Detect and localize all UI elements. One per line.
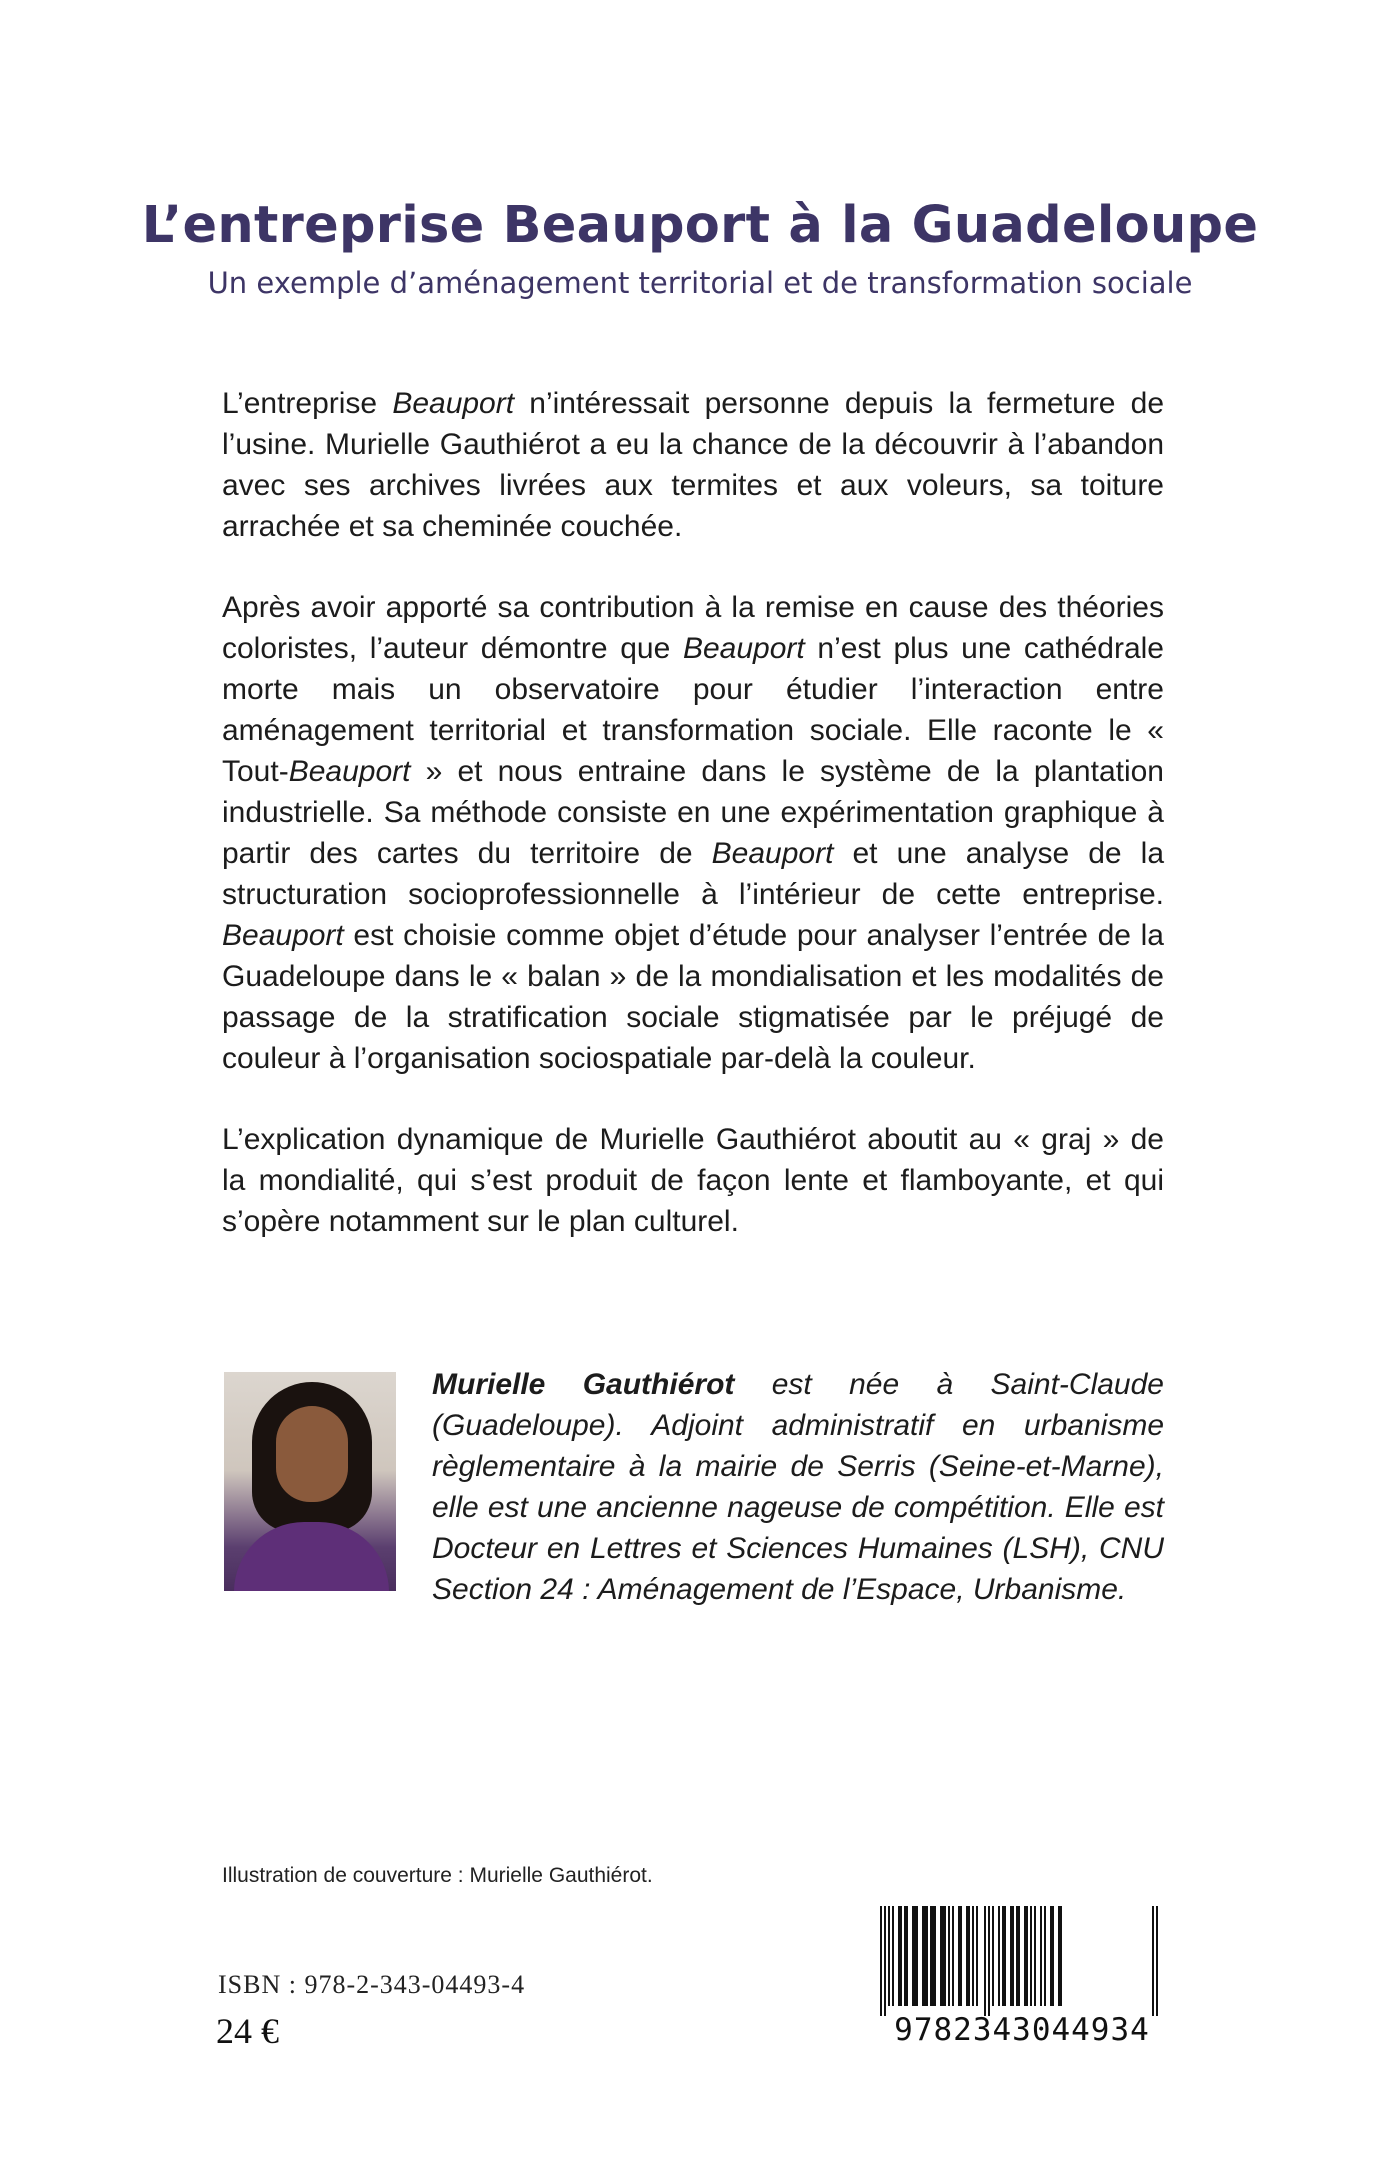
book-subtitle: Un exemple d’aménagement territorial et de transformation sociale — [207, 266, 1193, 300]
isbn: ISBN : 978-2-343-04493-4 — [218, 1970, 526, 1999]
summary-text — [222, 383, 1164, 1282]
barcode-bar — [888, 1906, 890, 2006]
italic-run: Beauport — [288, 755, 411, 788]
barcode-bar — [1152, 1906, 1154, 2016]
barcode-bar — [912, 1906, 918, 2006]
text-run: et une analyse de la structuration socioprofessionnelle à l’intérieur de cette entreprise. — [222, 837, 1165, 911]
summary-paragraph-3: L’explication dynamique de Murielle Gauthiérot aboutit au « graj » de la mondialité, qui s’est produit de façon lente et flamboyante, et qui s’opère notamment sur le plan culturel. — [222, 1123, 1164, 1238]
barcode-bar — [898, 1906, 902, 2006]
barcode-bar — [988, 1906, 990, 2016]
italic-run: Beauport — [392, 387, 515, 420]
barcode-bar — [1002, 1906, 1006, 2006]
barcode-bar — [1058, 1906, 1062, 2006]
barcode-bar — [922, 1906, 928, 2006]
summary-paragraph-1 — [222, 383, 1164, 547]
text-run: Après avoir apporté sa contribution à la remise en cause des théories coloristes, l’auteur démontre que — [222, 591, 1164, 665]
photo-shirt — [234, 1522, 389, 1591]
cover-illustration-credit: Illustration de couverture : Murielle Gauthiérot. — [222, 1864, 653, 1887]
barcode-bar — [1024, 1906, 1028, 2006]
photo-face — [276, 1406, 348, 1502]
italic-run: Beauport — [222, 919, 344, 952]
barcode-bar — [1156, 1906, 1158, 2016]
barcode-bar — [892, 1906, 894, 2006]
text-run: L’entreprise — [222, 387, 393, 420]
barcode-bar — [930, 1906, 936, 2006]
author-bio-text: est née à Saint-Claude (Guadeloupe). Adjoint administratif en urbanisme règlementaire à la mairie de Serris (Seine-et-Marne), elle est une ancienne nageuse de compétition. Elle est Docteur en Lettres et Sciences Humaines (LSH), CNU Section 24 : Aménagement de l’Espace, Urbanisme. — [432, 1368, 1164, 1606]
barcode-bar — [972, 1906, 974, 2006]
text-run: n’intéressait personne depuis la fermeture de l’usine. Murielle Gauthiérot a eu la chance de la découvrir à l’abandon avec ses archives livrées aux termites et aux voleurs, sa toiture arrachée et sa cheminée couchée. — [222, 387, 1165, 543]
text-run: » et nous entraine dans le système de la plantation industrielle. Sa méthode consiste en une expérimentation graphique à partir des cartes du territoire de — [222, 755, 1164, 870]
barcode-bar — [952, 1906, 954, 2006]
book-title: L’entreprise Beauport à la Guadeloupe — [141, 196, 1259, 255]
barcode-bar — [948, 1906, 950, 2006]
text-run: est choisie comme objet d’étude pour analyser l’entrée de la Guadeloupe dans le « balan » de la mondialisation et les modalités de passage de la stratification sociale stigmatisée par le préjugé de couleur à l’organisation sociospatiale par-delà la couleur. — [222, 919, 1164, 1075]
barcode-bar — [940, 1906, 946, 2006]
summary-paragraph-2 — [222, 587, 1164, 1079]
barcode-bar — [1016, 1906, 1020, 2006]
author-photo — [224, 1372, 396, 1591]
author-bio — [432, 1364, 1164, 1610]
italic-run: Beauport — [682, 632, 805, 665]
barcode-number: 9782343044934 — [894, 2012, 1150, 2048]
price: 24 € — [216, 2011, 279, 2051]
barcode-bar — [1040, 1906, 1042, 2006]
barcode-bar — [1050, 1906, 1054, 2006]
barcode-bar — [958, 1906, 962, 2006]
barcode-bar — [984, 1906, 986, 2016]
barcode-bar — [1030, 1906, 1032, 2006]
barcode-bar — [966, 1906, 970, 2006]
barcode-bar — [998, 1906, 1000, 2006]
barcode-bar — [1044, 1906, 1046, 2006]
text-run: n’est plus une cathédrale morte mais un observatoire pour étudier l’interaction entre aménagement territorial et transformation sociale. Elle raconte le « Tout- — [222, 632, 1164, 788]
barcode-bar — [976, 1906, 978, 2006]
author-name: Murielle Gauthiérot — [432, 1368, 735, 1401]
italic-run: Beauport — [711, 837, 834, 870]
barcode-bar — [884, 1906, 886, 2016]
barcode-bar — [992, 1906, 994, 2006]
barcode-bar — [1034, 1906, 1036, 2006]
barcode-bar — [1010, 1906, 1014, 2006]
barcode-bar — [904, 1906, 908, 2006]
barcode-bar — [880, 1906, 882, 2016]
